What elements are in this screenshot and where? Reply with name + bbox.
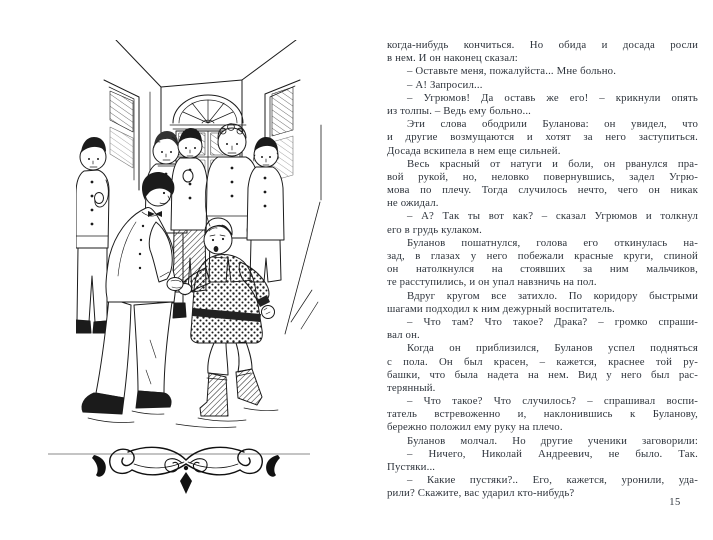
text-line: башки, что была надета на нем. Вид у него был рас-	[387, 368, 698, 381]
text-line: – Что такое? Что случилось? – спрашивал воспи-	[407, 395, 698, 408]
text-line: он натолкнулся на стоявших за ним мальчиков,	[387, 263, 698, 276]
flourish-right-half	[186, 447, 280, 476]
flourish-left-half	[92, 447, 186, 476]
text-line: и другие возмущаются и хотят за него заступиться.	[387, 131, 698, 144]
text-line: Буланов молчал. Но другие ученики заговорили:	[407, 434, 698, 447]
text-line: – Какие пустяки?.. Его, кажется, уронили, уда-	[407, 474, 698, 487]
text-line: Досада вскипела в нем еще сильней.	[387, 144, 561, 157]
text-line: мова по плечу. Тогда случилось нечто, чего он никак	[387, 184, 698, 197]
text-line: – Ничего, Николай Андреевич, не было. Так.	[407, 447, 698, 460]
text-line: – А? Так ты вот как? – сказал Угрюмов и толкнул	[407, 210, 698, 223]
text-line: когда-нибудь кончиться. Но обида и досада росли	[387, 39, 698, 51]
boy-far-left	[76, 137, 109, 333]
text-line: Весь красный от натуги и боли, он рванулся пра-	[407, 157, 698, 170]
text-line: не ожидал.	[387, 197, 439, 210]
flourish-divider	[48, 444, 310, 496]
text-line: его в грудь кулаком.	[387, 223, 482, 236]
text-line: – А! Запросил...	[407, 78, 483, 91]
text-line: рили? Скажите, вас ударил кто-нибудь?	[387, 487, 575, 500]
text-line: Вдруг кругом все затихло. По коридору быстрыми	[407, 289, 698, 302]
text-line: – Оставьте меня, пожалуйста... Мне больно.	[407, 65, 617, 78]
text-line: татель встревоженно и, наклонившись к Буланову,	[387, 408, 698, 421]
text-line: вой рукой, но, неловко повернувшись, задел Угрю-	[387, 170, 698, 183]
text-line: шагами подходил к ним дежурный воспитатель.	[387, 302, 615, 315]
text-line: из толпы. – Ведь ему больно...	[387, 104, 532, 117]
flourish-pendant	[180, 472, 192, 494]
corridor-illustration	[76, 40, 374, 436]
text-line: Когда он приблизился, Буланов успел подняться	[407, 342, 698, 355]
text-line: вал он.	[387, 329, 420, 342]
text-line: – Угрюмов! Да оставь же его! – крикнули опять	[407, 91, 698, 104]
text-line: – Что там? Что такое? Драка? – громко спраши-	[407, 315, 698, 328]
page-number: 15	[669, 497, 681, 508]
flourish-center-dot	[184, 466, 188, 470]
text-line: те расступились, и он упал навзничь на пол.	[387, 276, 597, 289]
text-line: с пола. Он был красен, – кажется, краснее той ру-	[387, 355, 698, 368]
text-line: терянный.	[387, 381, 436, 394]
text-line: Эти слова ободрили Буланова: он увидел, что	[407, 118, 698, 131]
text-line: зад, в глазах у него побежали красные круги, спиной	[387, 250, 698, 262]
body-text	[387, 39, 698, 501]
text-line: в нем. И он наконец сказал:	[387, 52, 518, 65]
text-line: Пустяки...	[387, 461, 436, 473]
text-line: Буланов пошатнулся, голова его откинулась на-	[407, 236, 698, 249]
text-line: бережно положил ему руку на плечо.	[387, 421, 563, 434]
